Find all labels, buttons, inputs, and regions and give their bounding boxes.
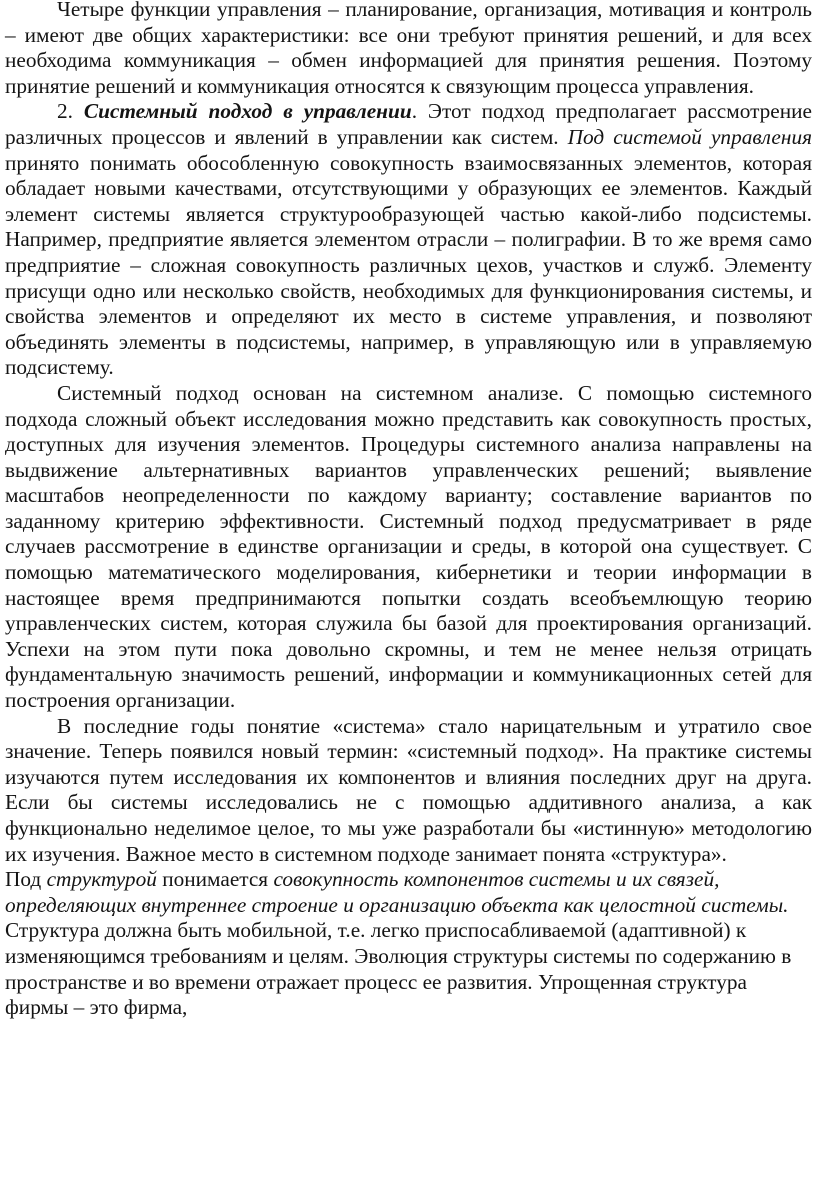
- paragraph-system-concept: [5, 714, 812, 868]
- term-structure: структурой: [46, 867, 157, 892]
- section-heading: Системный подход в управлении: [83, 99, 412, 124]
- section-number: 2.: [57, 99, 73, 124]
- paragraph-text: Системный подход основан на системном анализе. С помощью системного подхода сложный объект исследования можно представить как совокупность простых, доступных для изучения элементов. Процедуры системного анализа направлены на выдвижение альтернативных вариантов управленческих решений; выявление масштабов неопределенности по каждому варианту; составление вариантов по заданному критерию эффективности. Системный подход предусматривает в ряде случаев рассмотрение в единстве организации и среды, в которой она существует. С помощью математического моделирования, кибернетики и теории информации в настоящее время предпринимаются попытки создать всеобъемлющую теорию управленческих систем, которая служила бы базой для проектирования организаций. Успехи на этом пути пока довольно скромны, и тем не менее нельзя отрицать фундаментальную значимость решений, информации и коммуникационных сетей для построения организации.: [5, 380, 812, 713]
- paragraph-text: понимается: [156, 867, 274, 892]
- paragraph-system-analysis: [5, 381, 812, 714]
- term-management-system: Под системой управления: [567, 124, 812, 149]
- paragraph-system-approach: [5, 99, 812, 381]
- structure-definition: совокупность компонентов системы и их связей, определяющих внутреннее строение и организацию объекта как целостной системы.: [5, 867, 789, 917]
- paragraph-management-functions: [5, 0, 812, 99]
- paragraph-text: принято понимать обособленную совокупность взаимосвязанных элементов, которая обладает новыми качествами, отсутствующими у образующих ее элементов. Каждый элемент системы является структурообразующей частью какой-либо подсистемы. Например, предприятие является элементом отрасли – полиграфии. В то же время само предприятие – сложная совокупность различных цехов, участков и служб. Элементу присущи одно или несколько свойств, необходимых для функционирования системы, и свойства элементов и определяют их место в системе управления, и позволяют объединять элементы в подсистемы, например, в управляющую или в управляемую подсистему.: [5, 150, 812, 380]
- paragraph-text: Под: [5, 867, 47, 892]
- paragraph-text: Этот подход предполагает рассмотрение различных процессов и явлений в управлении как систем.: [5, 99, 812, 149]
- paragraph-text: Структура должна быть мобильной, т.е. легко приспосабливаемой (адаптивной) к изменяющимся требованиям и целям. Эволюция структуры системы по содержанию в пространстве и во времени отражает процесс ее развития. Упрощенная структура фирмы – это фирма,: [5, 918, 792, 1020]
- paragraph-text: Четыре функции управления – планирование, организация, мотивация и контроль – имеют две общих характеристики: все они требуют принятия решений, и для всех необходима коммуникация – обмен информацией для принятия решения. Поэтому принятие решений и коммуникация относятся к связующим процесса управления.: [5, 0, 812, 98]
- paragraph-structure-definition: [5, 867, 812, 1021]
- paragraph-text: В последние годы понятие «система» стало нарицательным и утратило свое значение. Теперь появился новый термин: «системный подход». На практике системы изучаются путем исследования их компонентов и влияния последних друг на друга. Если бы системы исследовались не с помощью аддитивного анализа, а как функционально неделимое целое, то мы уже разработали бы «истинную» методологию их изучения. Важное место в системном подходе занимает понята «структура».: [5, 713, 812, 866]
- heading-period: .: [411, 99, 418, 124]
